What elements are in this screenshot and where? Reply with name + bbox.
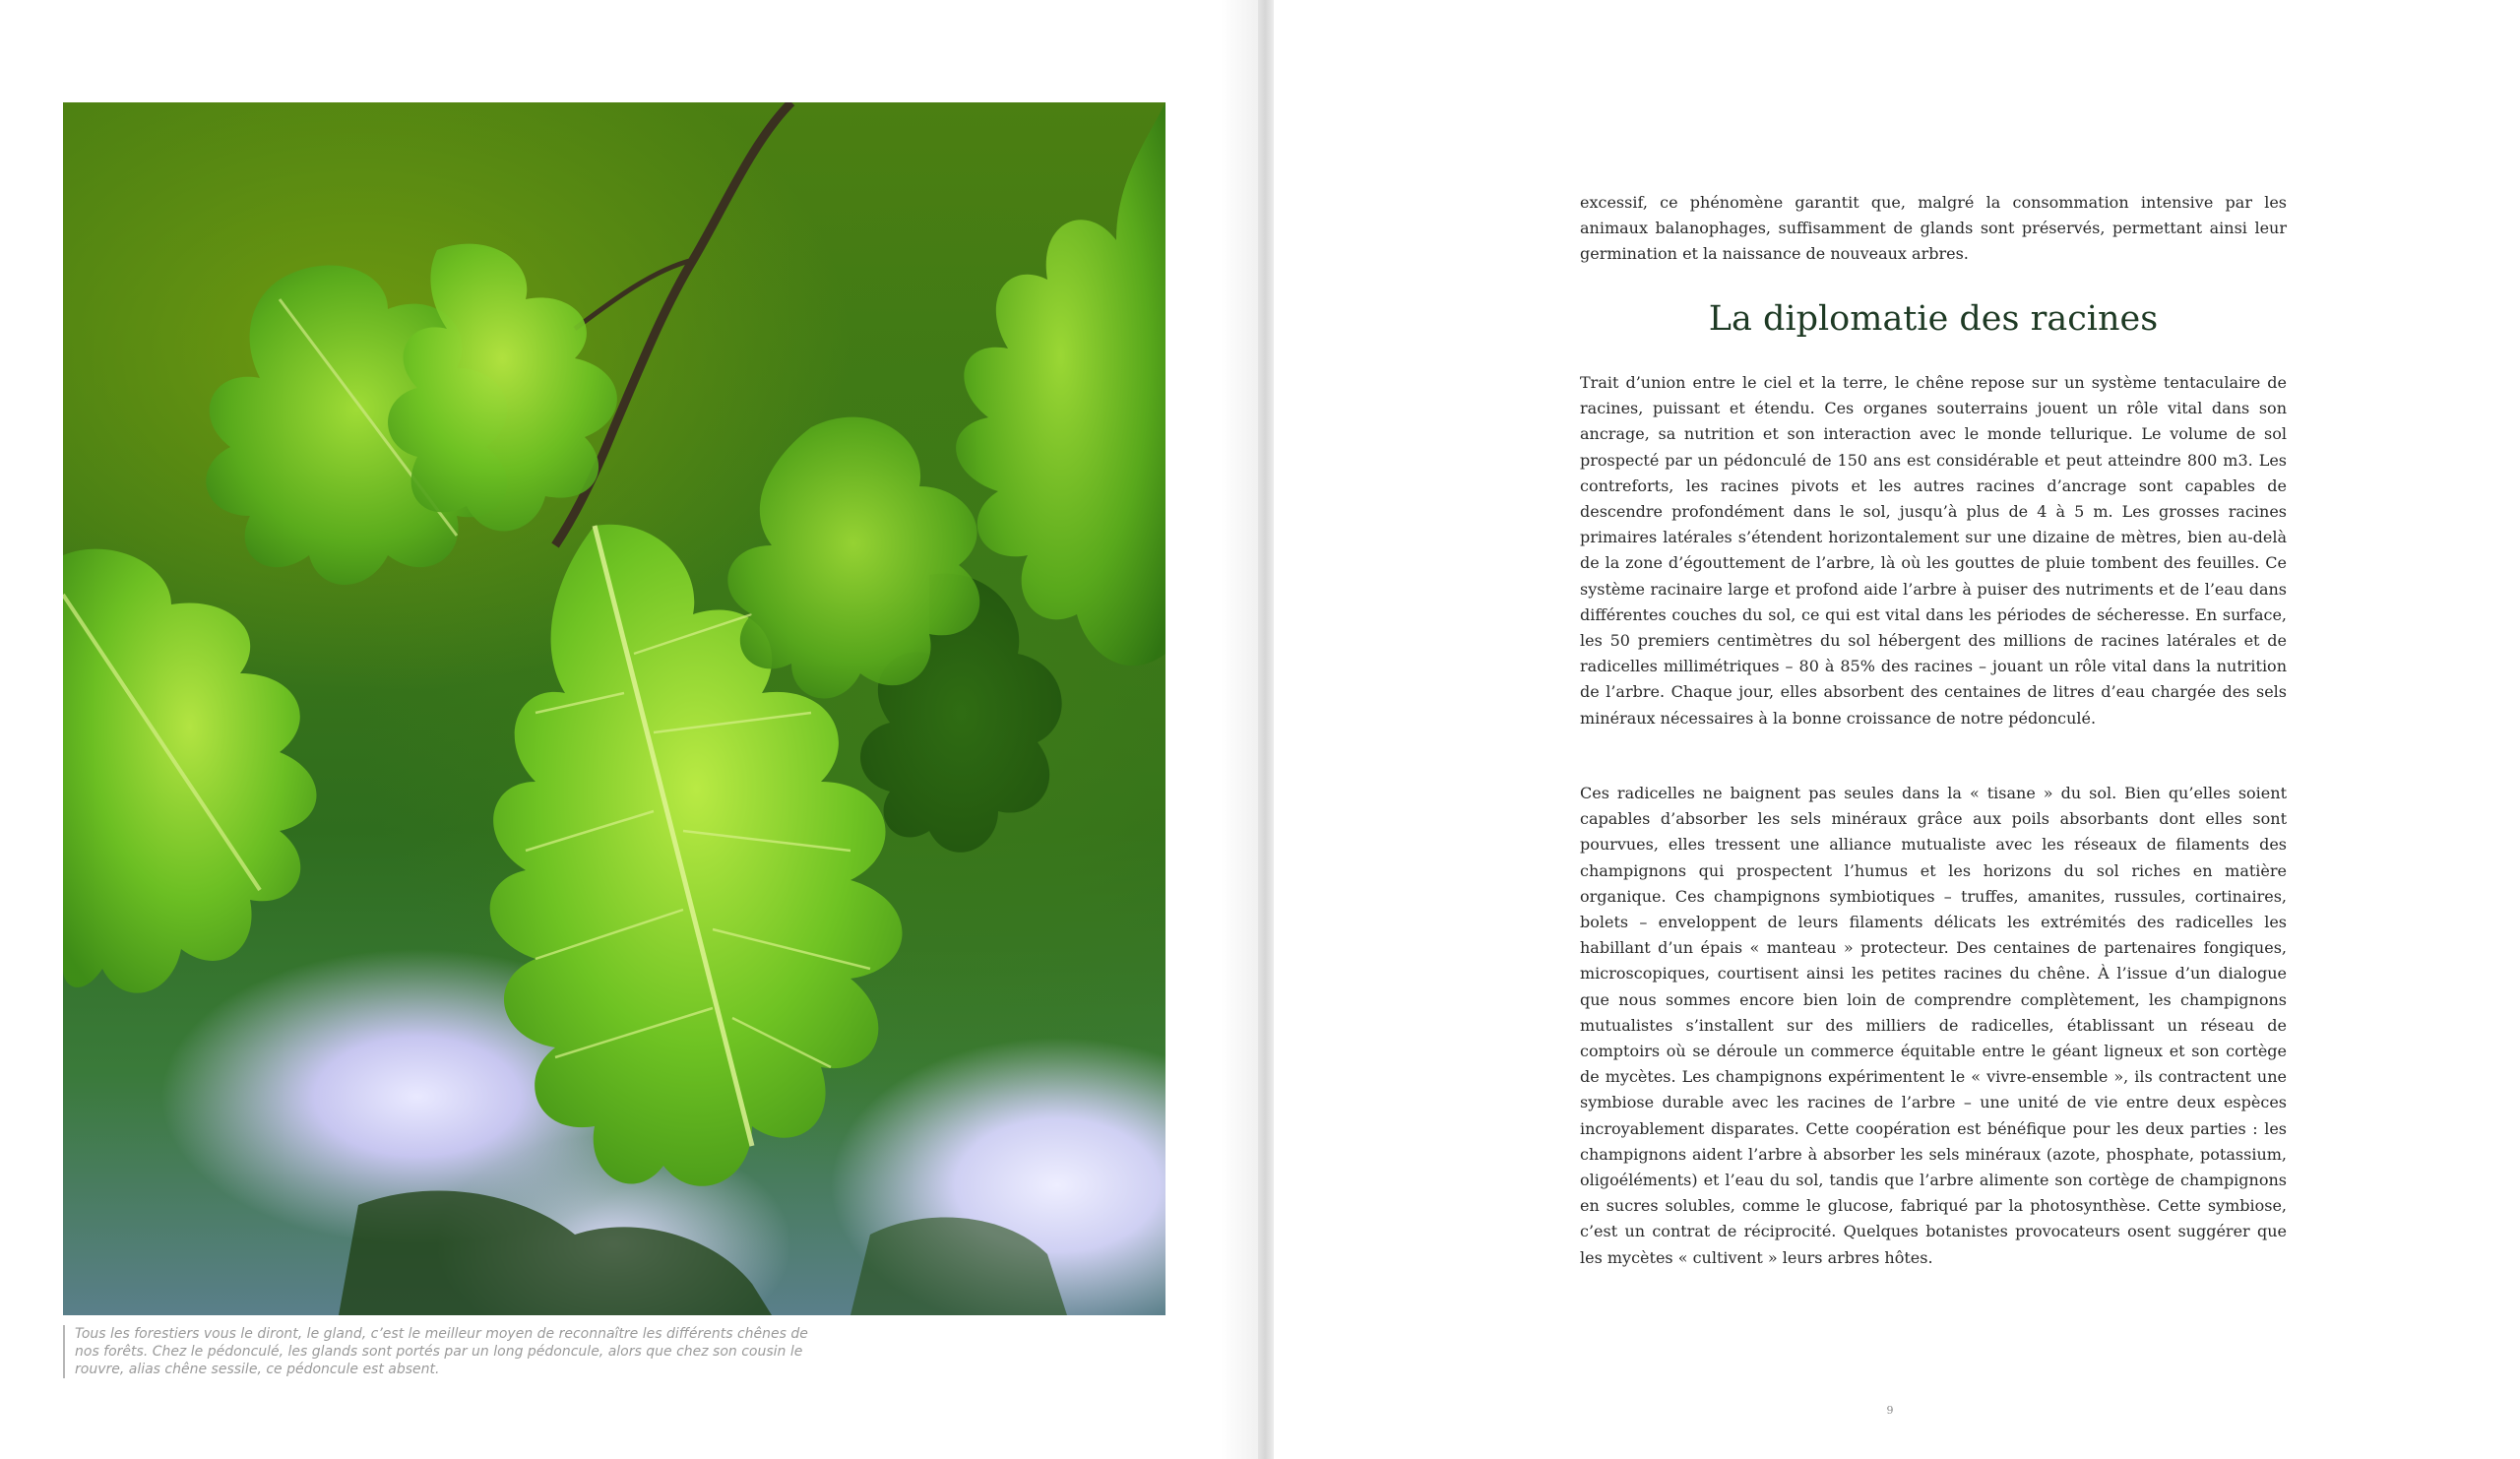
body-paragraph-2: [1580, 781, 2287, 1271]
page-number: 9: [1886, 1404, 1894, 1417]
gutter-shadow: [1221, 0, 1260, 1459]
oak-leaves-photo: [63, 102, 1166, 1315]
oak-leaves-illustration: [63, 102, 1166, 1315]
body-paragraph-1: [1580, 370, 2287, 731]
photo-caption: Tous les forestiers vous le diront, le gland, c’est le meilleur moyen de reconnaître les différents chênes de nos forêts. Chez le pédonculé, les glands sont portés par un long pédoncule, alors que chez son cousin le rouvre, alias chêne sessile, ce pédoncule est absent.: [63, 1325, 823, 1378]
intro-paragraph: [1580, 190, 2287, 268]
section-heading: La diplomatie des racines: [1708, 299, 2159, 339]
intro-paragraph-text: excessif, ce phénomène garantit que, malgré la consommation intensive par les animaux balanophages, suffisamment de glands sont préservés, permettant ainsi leur germination et la naissance de nouveaux arbres.: [1580, 193, 2287, 264]
body-paragraph-2-text: Ces radicelles ne baignent pas seules dans la « tisane » du sol. Bien qu’elles soient capables d’absorber les sels minéraux grâce aux poils absorbants dont elles sont pourvues, elles tressent une alliance mutualiste avec les réseaux de filaments des champignons qui prospectent l’humus et les horizons du sol riches en matière organique. Ces champignons symbiotiques – truffes, amanites, russules, cortinaires, bolets – enveloppent de leurs filaments délicats les extrémités des radicelles les habillant d’un épais « manteau » protecteur. Des centaines de partenaires fongiques, microscopiques, courtisent ainsi les petites racines du chêne. À l’issue d’un dialogue que nous sommes encore bien loin de comprendre complètement, les champignons mutualistes s’installent sur des milliers de radicelles, établissant un réseau de comptoirs où se déroule un commerce équitable entre le géant ligneux et son cortège de mycètes. Les champignons expérimentent le « vivre-ensemble », ils contractent une symbiose durable avec les racines de l’arbre – une unité de vie entre deux espèces incroyablement disparates. Cette coopération est bénéfique pour les deux parties : les champignons aident l’arbre à absorber les sels minéraux (azote, phosphate, potassium, oligoéléments) et l’eau du sol, tandis que l’arbre alimente son cortège de champignons en sucres solubles, comme le glucose, fabriqué par la photosynthèse. Cette symbiose, c’est un contrat de réciprocité. Quelques botanistes provocateurs osent suggérer que les mycètes « cultivent » leurs arbres hôtes.: [1580, 784, 2287, 1267]
body-paragraph-1-text: Trait d’union entre le ciel et la terre, le chêne repose sur un système tentaculaire de racines, puissant et étendu. Ces organes souterrains jouent un rôle vital dans son ancrage, sa nutrition et son interaction avec le monde tellurique. Le volume de sol prospecté par un pédonculé de 150 ans est considérable et peut atteindre 800 m3. Les contreforts, les racines pivots et les autres racines d’ancrage sont capables de descendre profondément dans le sol, jusqu’à plus de 4 à 5 m. Les grosses racines primaires latérales s’étendent horizontalement sur une dizaine de mètres, bien au-delà de la zone d’égouttement de l’arbre, là où les gouttes de pluie tombent des feuilles. Ce système racinaire large et profond aide l’arbre à puiser des nutriments et de l’eau dans différentes couches du sol, ce qui est vital dans les périodes de sécheresse. En surface, les 50 premiers centimètres du sol hébergent des millions de racines latérales et de radicelles millimétriques – 80 à 85% des racines – jouant un rôle vital dans la nutrition de l’arbre. Chaque jour, elles absorbent des centaines de litres d’eau chargée des sels minéraux nécessaires à la bonne croissance de notre pédonculé.: [1580, 373, 2287, 728]
